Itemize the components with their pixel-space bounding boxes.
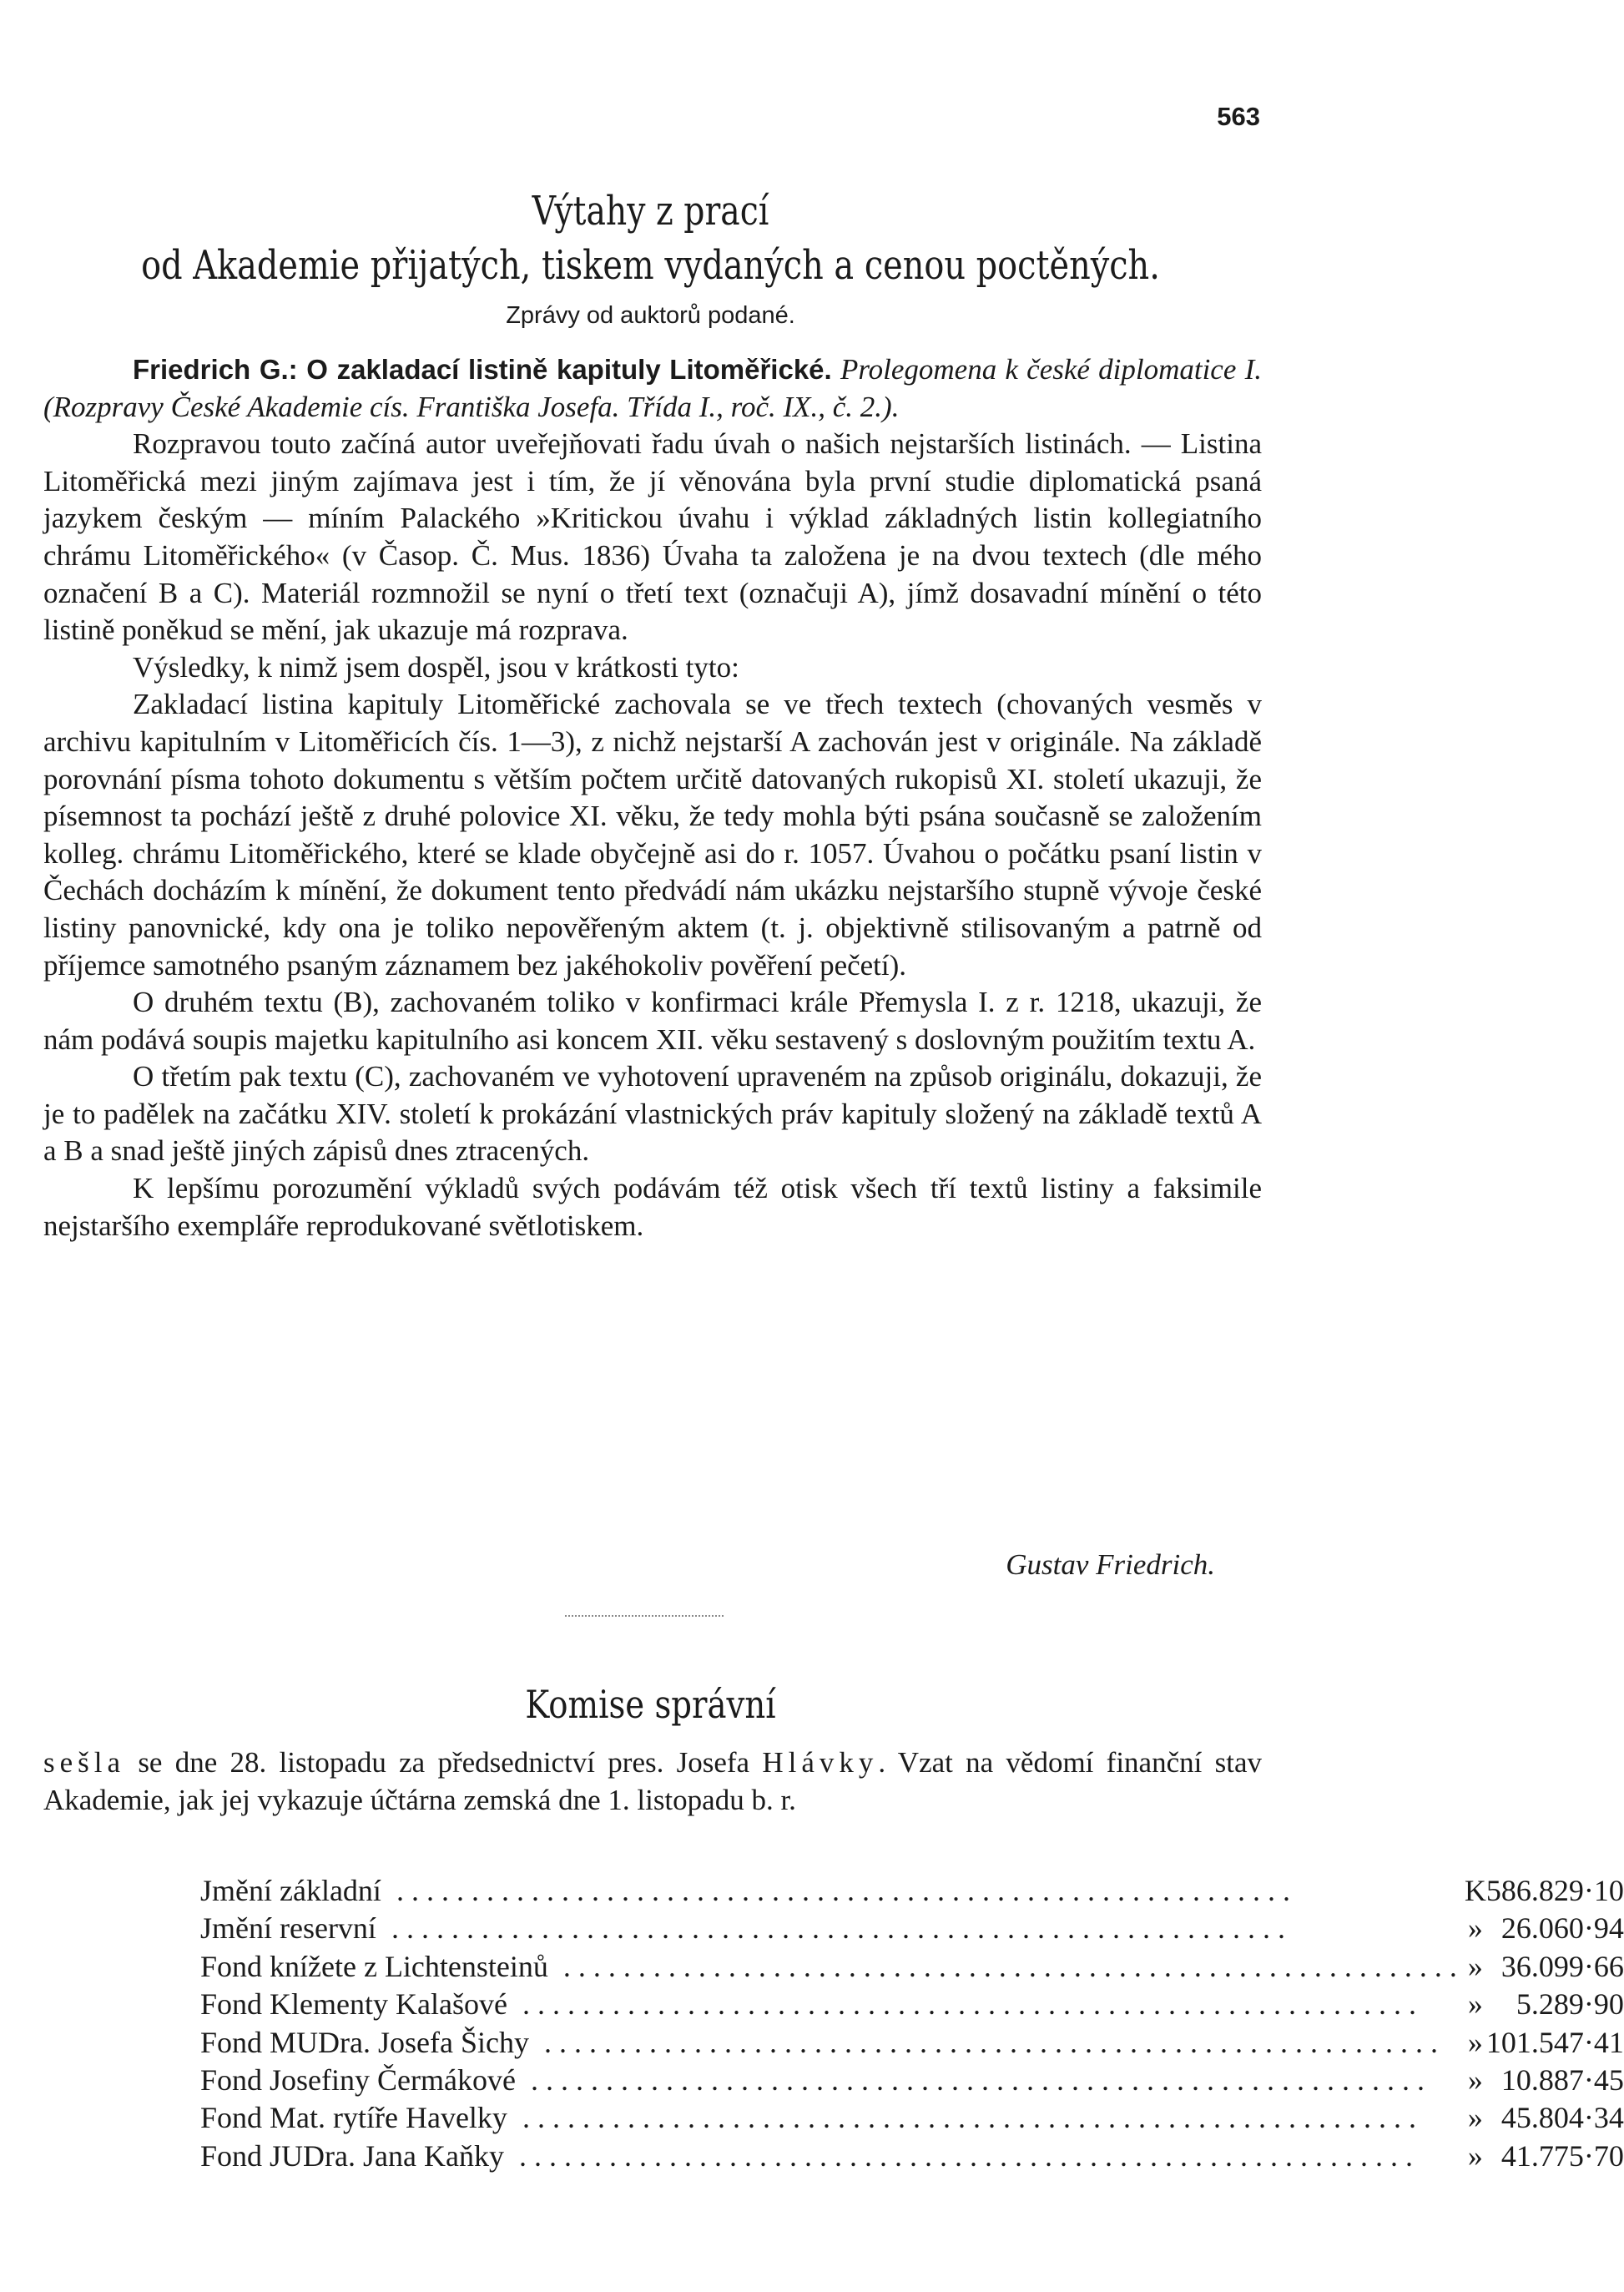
dot-leader: ............................................................ <box>507 2101 1424 2135</box>
finance-row-amount: 45.804·34 <box>1500 2101 1624 2135</box>
finance-row-label: Fond Josefiny Čermákové <box>200 2063 516 2098</box>
finance-row-label: Fond knížete z Lichtensteinů <box>200 1949 548 1983</box>
article-author: Friedrich G. <box>133 354 289 385</box>
finance-row-label-cell <box>200 2024 1465 2062</box>
finance-row <box>200 1872 1624 1910</box>
section-title: Výtahy z prací <box>532 188 769 235</box>
finance-row-amount: 586.829·10 <box>1485 1874 1624 1907</box>
dot-leader: ............................................................ <box>528 2025 1445 2059</box>
article-header <box>43 351 1262 426</box>
finance-row-label-cell <box>200 1986 1465 2023</box>
finance-row-currency: » <box>1467 2063 1483 2098</box>
article-paragraph: Rozpravou touto začíná autor uveřejňovati řadu úvah o našich nejstarších listinách. — Listina Litoměřická mezi jiným zajímava jest i tím, že jí věnována byla první studie diplomatická psaná jazykem českým — míním Palackého »Kritickou úvahu i výklad základných listin kollegiatního chrámu Litoměřického« (v Časop. Č. Mus. 1836) Úvaha ta založena je na dvou textech (dle mého označení B a C). Materiál rozmnožil se nyní o třetí text (označuji A), jímž dosavadní mínění o této listině poněkud se mění, jak ukazuje má rozprava. <box>43 427 1262 647</box>
finance-row <box>200 2138 1624 2175</box>
finance-row <box>200 2099 1624 2137</box>
dot-leader: ............................................................ <box>547 1949 1465 1983</box>
finance-row-currency: » <box>1467 1987 1483 2022</box>
finance-row-currency: » <box>1467 2138 1483 2173</box>
finance-row-label-cell <box>200 2138 1465 2175</box>
article-paragraph: Zakladací listina kapituly Litoměřické zachovala se ve třech textech (chovaných vesměs v archivu kapitulním v Litoměřicích čís. 1—3), z nichž nejstarší A zachován jest v originále. Na základě porovnání písma tohoto dokumentu s větším počtem určitě datovaných rukopisů XI. století ukazuji, že písemnost ta pochází ještě z druhé polovice XI. věku, že tedy mohla býti psána současně se založením kolleg. chrámu Litoměřického, které se klade obyčejně asi do r. 1057. Úvahou o počátku psaní listin v Čechách docházím k mínění, že dokument tento předvádí nám ukázku nejstaršího stupně vývoje české listiny panovnické, kdy ona je toliko nepověřeným aktem (t. j. objektivně stilisovaným a patrně od příjemce samotného psaným záznamem bez jakéhokoliv pověření pečetí). <box>43 688 1262 982</box>
finance-row <box>200 1910 1624 1947</box>
section-title-line2: od Akademie přijatých, tiskem vydaných a cenou poctěných. <box>141 242 1160 289</box>
article-body <box>43 351 1262 1244</box>
finance-row-currency: » <box>1467 1949 1483 1983</box>
dot-leader: ............................................................ <box>503 2138 1420 2173</box>
finance-table <box>200 1872 1624 2175</box>
finance-row-currency: K <box>1464 1874 1486 1907</box>
finance-row <box>200 1948 1624 1986</box>
finance-row-label-cell <box>200 2099 1465 2137</box>
commission-intro <box>43 1744 1262 1819</box>
intro-text-a: se dne 28. listopadu za předsednictví pres. Josefa <box>125 1746 763 1779</box>
author-colon: : <box>288 354 307 385</box>
dot-leader: ............................................................ <box>515 2063 1432 2098</box>
article-paragraph: Výsledky, k nimž jsem dospěl, jsou v krátkosti tyto: <box>133 650 739 684</box>
finance-row-label: Jmění základní <box>200 1874 381 1907</box>
finance-row-amount: 36.099·66 <box>1500 1949 1624 1983</box>
finance-row-label-cell <box>200 1872 1465 1910</box>
finance-row-amount: 101.547·41 <box>1485 2025 1624 2059</box>
article-signature: Gustav Friedrich. <box>1006 1548 1215 1581</box>
intro-spaced-word: sešla <box>43 1746 126 1779</box>
finance-row-label: Fond Mat. rytíře Havelky <box>200 2101 507 2135</box>
finance-row <box>200 2062 1624 2099</box>
dot-leader: ............................................................ <box>376 1911 1293 1946</box>
finance-row-amount: 10.887·45 <box>1500 2063 1624 2098</box>
finance-row <box>200 1986 1624 2023</box>
commission-title: Komise správní <box>525 1682 776 1727</box>
finance-row-label-cell <box>200 1910 1465 1947</box>
finance-row-label: Fond MUDra. Josefa Šichy <box>200 2025 529 2059</box>
article-paragraph: K lepšímu porozumění výkladů svých podávám též otisk všech tří textů listiny a faksimile nejstaršího exempláře reprodukované světlotiskem. <box>43 1172 1262 1242</box>
intro-text-b: . Vzat na vědomí finanční stav Akademie, jak jej vykazuje účtárna zemská dne 1. listopadu b. r. <box>43 1746 1262 1816</box>
finance-row-amount: 5.289·90 <box>1516 1987 1624 2022</box>
finance-row-currency: » <box>1467 1911 1483 1946</box>
dot-leader: ............................................................ <box>381 1874 1298 1907</box>
finance-row-label-cell <box>200 2062 1465 2099</box>
finance-row-label: Fond Klementy Kalašové <box>200 1987 507 2022</box>
article-paragraph: O druhém textu (B), zachovaném toliko v konfirmaci krále Přemysla I. z r. 1218, ukazuji, že nám podává soupis majetku kapitulního asi koncem XII. věku sestavený s doslovným použitím textu A. <box>43 986 1262 1056</box>
article-paragraph: O třetím pak textu (C), zachovaném ve vyhotovení upraveném na způsob originálu, dokazuji, že je to padělek na začátku XIV. století k prokázání vlastnických práv kapituly složený na základě textů A a B a snad ještě jiných zápisů dnes ztracených. <box>43 1060 1262 1168</box>
finance-row-amount: 41.775·70 <box>1500 2138 1624 2173</box>
finance-row-currency: » <box>1467 2101 1483 2135</box>
finance-row-currency: » <box>1467 2025 1483 2059</box>
article-citation: Prolegomena k české diplomatice I. (Rozpravy České Akademie cís. Františka Josefa. Třída I., roč. IX., č. 2.). <box>43 353 1262 423</box>
article-title: O zakladací listině kapituly Litoměřické. <box>306 354 832 385</box>
finance-row-label-cell <box>200 1948 1465 1986</box>
intro-name: Hlávky <box>762 1746 879 1779</box>
page-number: 563 <box>1217 102 1260 131</box>
dot-leader: ............................................................ <box>507 1987 1424 2022</box>
finance-row-label: Fond JUDra. Jana Kaňky <box>200 2138 504 2173</box>
section-subtitle: Zprávy od auktorů podané. <box>506 302 795 329</box>
section-divider <box>565 1615 724 1617</box>
finance-row-amount: 26.060·94 <box>1500 1911 1624 1946</box>
finance-row-label: Jmění reservní <box>200 1911 376 1946</box>
finance-row <box>200 2024 1624 2062</box>
